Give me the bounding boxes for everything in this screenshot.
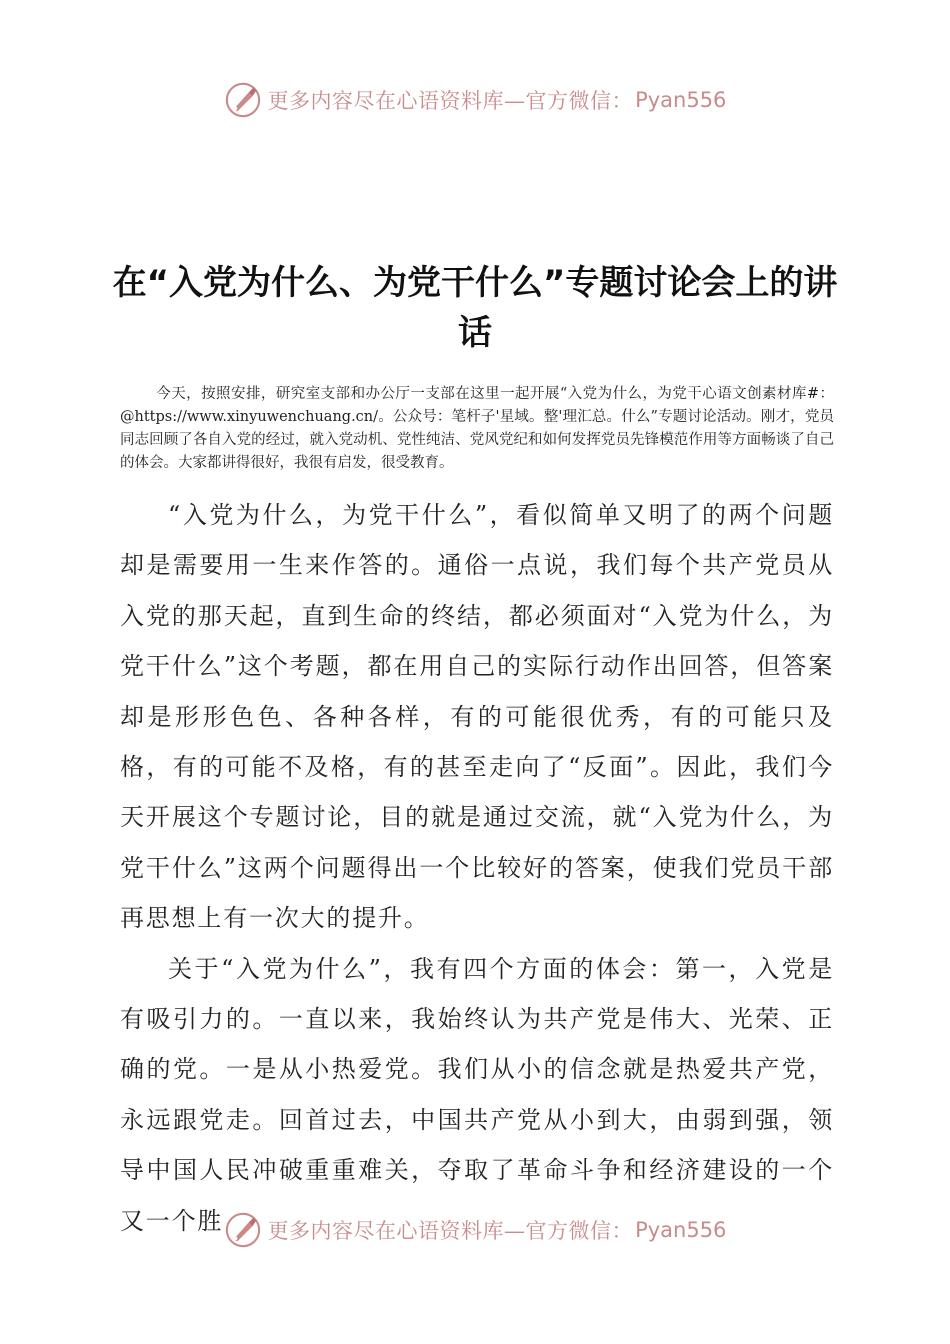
footer-watermark-banner [0,1208,950,1252]
wechat-id: Pyan556 [635,1218,727,1242]
pen-nib-icon [224,81,262,119]
watermark-text: 更多内容尽在心语资料库—官方微信： [267,1219,634,1243]
watermark-text: 更多内容尽在心语资料库—官方微信： [267,89,634,113]
header-watermark-banner [0,78,950,122]
wechat-id: Pyan556 [635,88,727,112]
pen-nib-icon [224,1211,262,1249]
intro-paragraph: 今天，按照安排，研究室支部和办公厅一支部在这里一起开展“入党为什么，为党干心语文创素材库#：@https://www.xinyuwenchuang.cn/。公众号：笔杆子'星域。整'理汇总。什么”专题讨论活动。刚才，党员同志回顾了各自入党的经过，就入党动机、党性纯洁、党风党纪和如何发挥党员先锋模范作用等方面畅谈了自己的体会。大家都讲得很好，我很有启发，很受教育。 [120,386,834,471]
document-body [120,490,834,1246]
body-paragraph: 关于“入党为什么”，我有四个方面的体会：第一，入党是有吸引力的。一直以来，我始终认为共产党是伟大、光荣、正确的党。一是从小热爱党。我们从小的信念就是热爱共产党，永远跟党走。回首过去，中国共产党从小到大，由弱到强，领导中国人民冲破重重难关，夺取了革命斗争和经济建设的一个又一个胜 [120,954,834,1235]
body-paragraph: “入党为什么，为党干什么”，看似简单又明了的两个问题却是需要用一生来作答的。通俗一点说，我们每个共产党员从入党的那天起，直到生命的终结，都必须面对“入党为什么，为党干什么”这个考题，都在用自己的实际行动作出回答，但答案却是形形色色、各种各样，有的可能很优秀，有的可能只及格，有的可能不及格，有的甚至走向了“反面”。因此，我们今天开展这个专题讨论，目的就是通过交流，就“入党为什么，为党干什么”这两个问题得出一个比较好的答案，使我们党员干部再思想上有一次大的提升。 [120,501,834,933]
document-title: 在“入党为什么、为党干什么”专题讨论会上的讲话 [112,263,838,353]
